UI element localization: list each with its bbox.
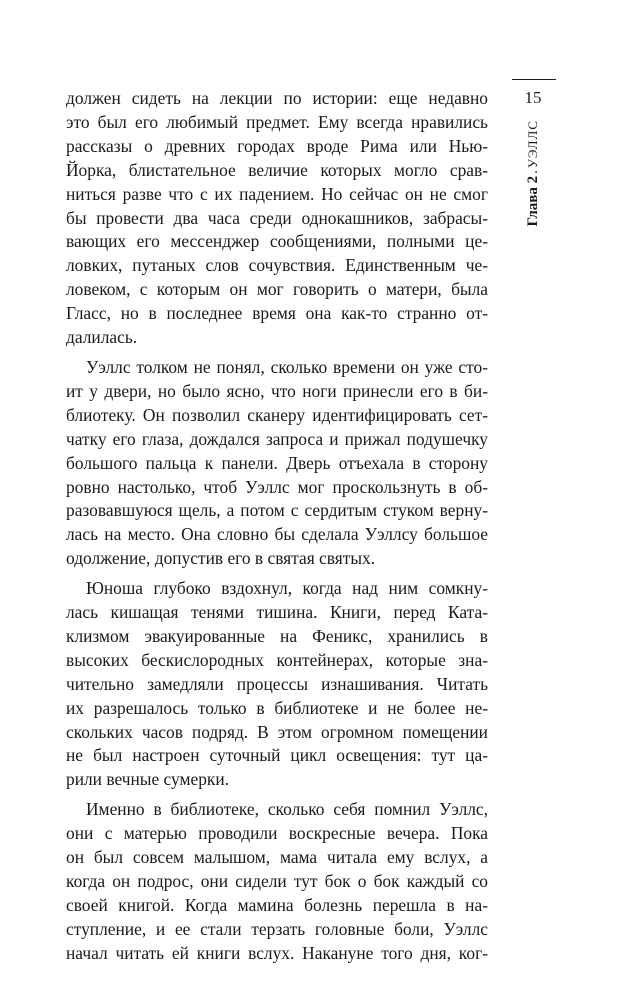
text-line: большого пальца к панели. Дверь отъехала в сторону xyxy=(66,452,488,473)
text-line: одолжение, допустив его в святая святых. xyxy=(66,548,376,569)
text-line: он был совсем малышом, мама читала ему вслух, а xyxy=(66,847,488,868)
chapter-name: УЭЛЛС xyxy=(525,120,540,169)
text-line: Юноша глубоко вздохнул, когда над ним сомкну- xyxy=(86,578,488,599)
text-line: Гласс, но в последнее время она как-то странно от- xyxy=(66,303,488,324)
text-line: когда он подрос, они сидели тут бок о бок каждый со xyxy=(66,871,488,891)
text-line: они с матерью проводили воскресные вечера. Пока xyxy=(66,823,488,844)
text-line: бы провести два часа среди однокашников, забрасы- xyxy=(66,207,488,228)
text-line: ловких, путаных слов сочувствия. Единственным че- xyxy=(66,255,488,276)
chapter-separator: . xyxy=(525,170,541,174)
chapter-label: Глава 2 xyxy=(525,175,541,227)
text-line: Йорка, блистательное величие которых могло срав- xyxy=(66,159,488,180)
text-line: ниться разве что с их падением. Но сейчас он не смог xyxy=(66,183,488,204)
text-line: должен сидеть на лекции по истории: еще недавно xyxy=(66,88,488,108)
paragraph xyxy=(66,798,488,965)
running-head xyxy=(522,120,544,270)
text-line: разовавшуюся щель, а потом с сердитым стуком верну- xyxy=(66,500,488,521)
text-line: клизмом эвакуированные на Феникс, хранились в xyxy=(66,625,488,646)
paragraph xyxy=(66,577,488,792)
text-line: своей книгой. Когда мамина болезнь перешла в на- xyxy=(66,894,488,915)
text-line: не был настроен суточный цикл освещения: тут ца- xyxy=(66,745,488,766)
text-line: лась кишащая тенями тишина. Книги, перед Ката- xyxy=(66,602,488,623)
text-line: лась на место. Она словно бы сделала Уэллсу большое xyxy=(66,524,488,545)
text-line: ит у двери, но было ясно, что ноги принесли его в би- xyxy=(66,380,488,401)
text-line: скольких часов подряд. В этом огромном помещении xyxy=(66,721,488,742)
paragraph xyxy=(66,356,488,571)
running-head-text xyxy=(522,120,544,270)
text-line: Именно в библиотеке, сколько себя помнил Уэллс, xyxy=(86,799,488,820)
text-line: далилась. xyxy=(66,327,138,348)
page-number: 15 xyxy=(524,88,542,107)
text-line: рили вечные сумерки. xyxy=(66,769,230,790)
text-line: их разрешалось только в библиотеке и не более не- xyxy=(66,697,488,718)
text-line: ступление, и ее стали терзать головные боли, Уэллс xyxy=(66,918,488,939)
text-line: чительно замедляли процессы изнашивания. Читать xyxy=(66,673,488,694)
text-line: Уэллс толком не понял, сколько времени он уже сто- xyxy=(86,356,488,377)
text-line: вающих его мессенджер сообщениями, полными це- xyxy=(66,231,488,252)
body-text xyxy=(66,87,488,966)
text-line: высоких бескислородных контейнерах, которые зна- xyxy=(66,649,488,670)
text-line: начал читать ей книги вслух. Накануне того дня, ког- xyxy=(66,942,488,963)
text-line: блиотеку. Он позволил сканеру идентифицировать сет- xyxy=(66,404,488,425)
text-line: ровно настолько, чтоб Уэллс мог проскользнуть в об- xyxy=(66,476,488,497)
text-line: ловеком, с которым он мог говорить о матери, была xyxy=(66,279,488,300)
text-line: чатку его глаза, дождался запроса и прижал подушечку xyxy=(66,428,488,449)
paragraph xyxy=(66,87,488,350)
text-line: это был его любимый предмет. Ему всегда нравились xyxy=(66,111,488,132)
text-line: рассказы о древних городах вроде Рима или Нью- xyxy=(66,135,488,156)
header-rule xyxy=(512,79,556,80)
